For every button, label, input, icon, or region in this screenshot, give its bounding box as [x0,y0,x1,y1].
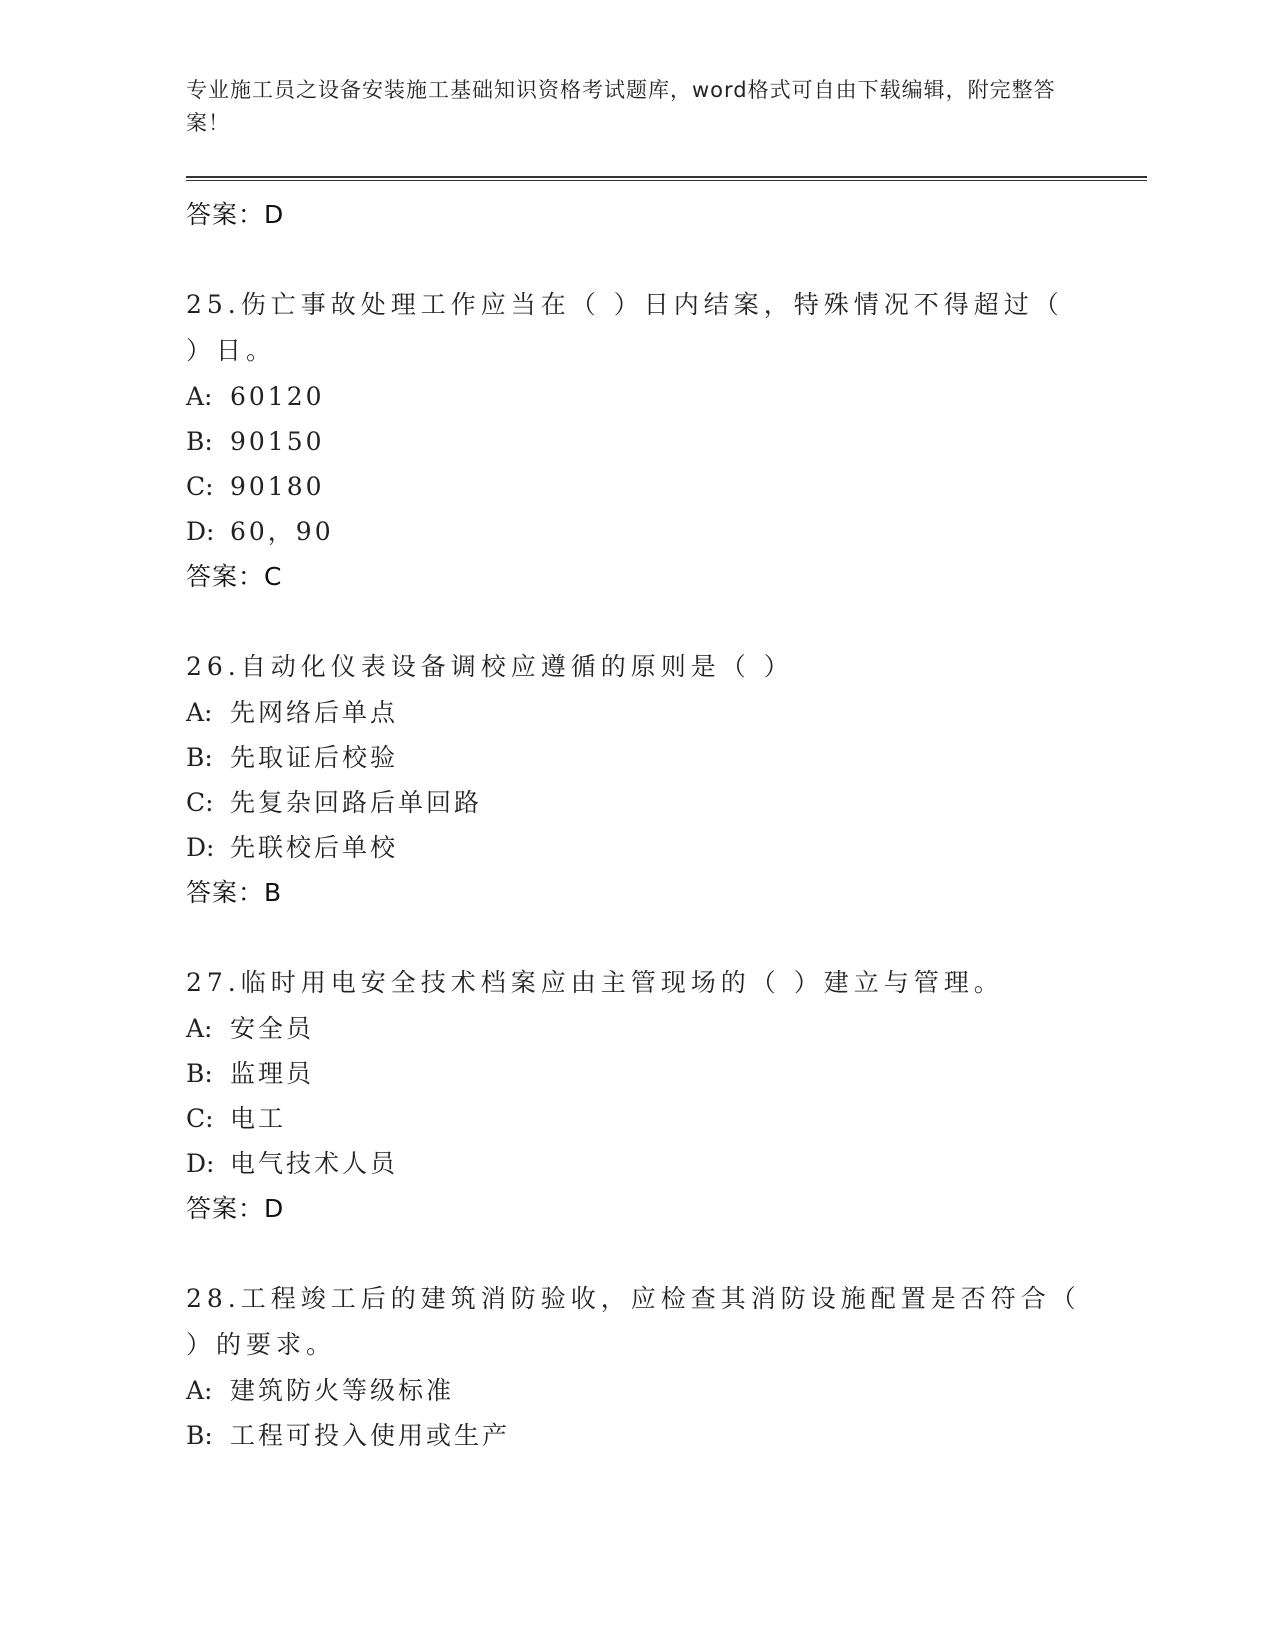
option-key: A: [186,1014,213,1043]
question-list [186,192,1086,1458]
option-text: 先网络后单点 [230,698,399,727]
answer-line: 答案：B [186,878,283,907]
spacer [186,600,1086,644]
option-text: 电工 [230,1104,287,1133]
option-key: B: [186,1059,213,1088]
option-key: A: [186,698,213,727]
option-d [186,1141,1086,1186]
option-key: A: [186,382,213,411]
answer-line: 答案：C [186,562,283,591]
option-c [186,464,1086,509]
question-25 [186,282,1086,600]
option-a [186,374,1086,419]
spacer [186,1232,1086,1276]
option-text: 90150 [230,427,325,456]
option-key: C: [186,472,214,501]
spacer [186,916,1086,960]
option-key: B: [186,1421,213,1450]
question-stem: 26.自动化仪表设备调校应遵循的原则是（ ） [186,652,794,681]
question-stem: 25.伤亡事故处理工作应当在（ ）日内结案，特殊情况不得超过（ ）日。 [186,290,1064,365]
option-key: D: [186,833,215,862]
option-c [186,1096,1086,1141]
option-b [186,419,1086,464]
option-key: C: [186,788,214,817]
option-key: A: [186,1376,213,1405]
option-key: B: [186,427,213,456]
option-b [186,1051,1086,1096]
question-stem: 27.临时用电安全技术档案应由主管现场的（ ）建立与管理。 [186,968,1004,997]
option-a [186,1368,1086,1413]
option-a [186,690,1086,735]
option-c [186,780,1086,825]
option-text: 安全员 [230,1014,315,1043]
answer-line: 答案：D [186,1194,285,1223]
option-text: 建筑防火等级标准 [230,1376,455,1405]
option-key: B: [186,743,213,772]
option-b [186,735,1086,780]
option-text: 90180 [230,472,325,501]
option-d [186,509,1086,554]
question-stem: 28.工程竣工后的建筑消防验收，应检查其消防设施配置是否符合（ ）的要求。 [186,1284,1081,1359]
option-text: 60，90 [230,517,334,546]
option-text: 工程可投入使用或生产 [230,1421,511,1450]
answer-line: 答案：D [186,200,285,229]
spacer [186,238,1086,282]
option-b [186,1413,1086,1458]
question-27 [186,960,1086,1232]
option-key: D: [186,1149,215,1178]
option-text: 监理员 [230,1059,315,1088]
header-divider [186,176,1147,181]
option-text: 电气技术人员 [230,1149,399,1178]
question-28 [186,1276,1086,1458]
document-header: 专业施工员之设备安装施工基础知识资格考试题库，word格式可自由下载编辑，附完整答案！ [186,78,1056,135]
option-a [186,1006,1086,1051]
option-text: 先复杂回路后单回路 [230,788,483,817]
option-text: 先取证后校验 [230,743,399,772]
option-d [186,825,1086,870]
option-key: D: [186,517,215,546]
option-key: C: [186,1104,214,1133]
option-text: 60120 [230,382,325,411]
question-26 [186,644,1086,916]
option-text: 先联校后单校 [230,833,399,862]
